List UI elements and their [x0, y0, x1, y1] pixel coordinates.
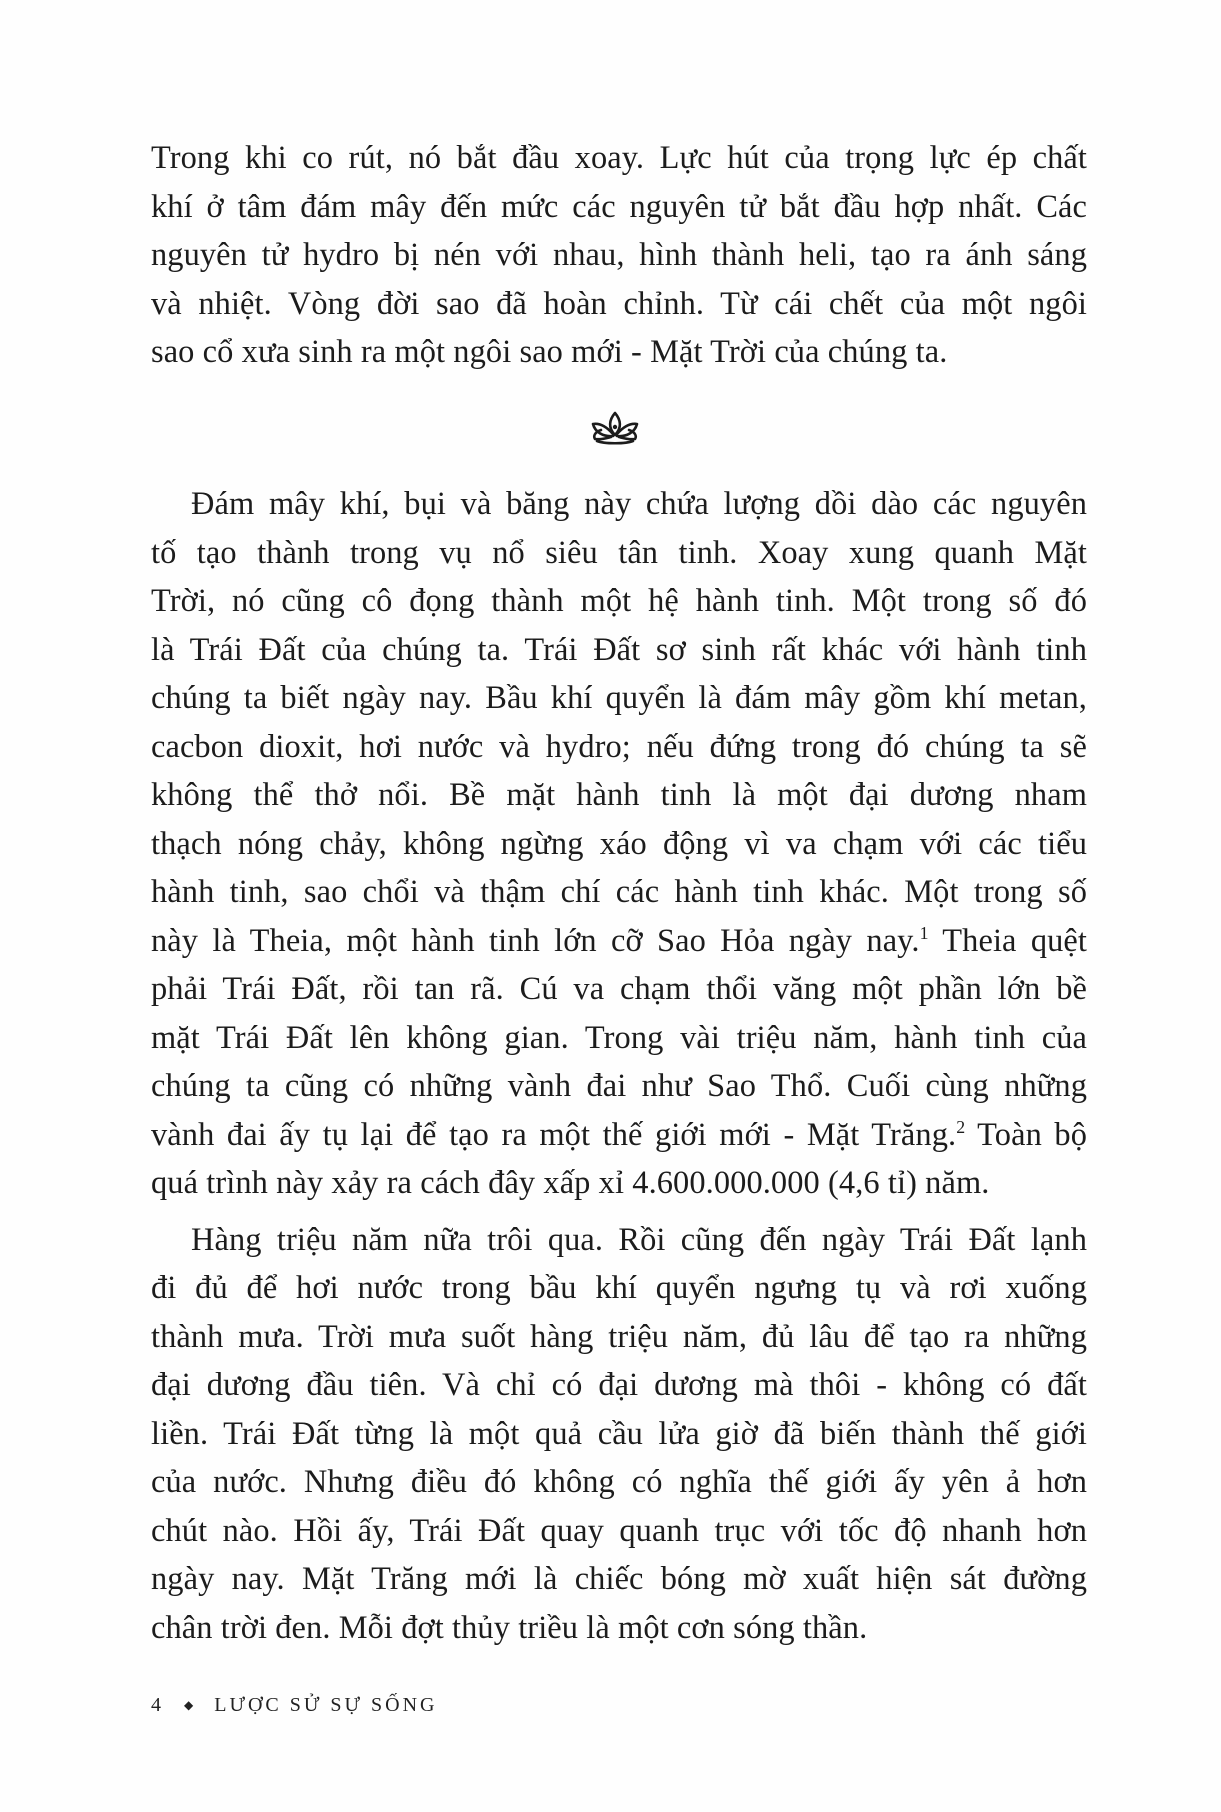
text-line: chúng ta cũng có những vành đai như Sao Thổ. Cuối cùng những [151, 1068, 1087, 1104]
text-line: đi đủ để hơi nước trong bầu khí quyển ngưng tụ và rơi xuống [151, 1270, 1087, 1306]
page-footer [151, 1692, 438, 1718]
text-line: đại dương đầu tiên. Và chỉ có đại dương mà thôi - không có đất [151, 1367, 1087, 1403]
text-line: tố tạo thành trong vụ nổ siêu tân tinh. Xoay xung quanh Mặt [151, 534, 1087, 571]
text-line: không thể thở nổi. Bề mặt hành tinh là một đại dương nham [151, 777, 1087, 813]
text-line: cacbon dioxit, hơi nước và hydro; nếu đứng trong đó chúng ta sẽ [151, 728, 1087, 765]
text-fragment: này là Theia, một hành tinh lớn cỡ Sao Hỏa ngày nay. [151, 922, 920, 959]
text-line: Trời, nó cũng cô đọng thành một hệ hành tinh. Một trong số đó [151, 583, 1087, 619]
text-fragment: vành đai ấy tụ lại để tạo ra một thế giới mới - Mặt Trăng. [151, 1116, 957, 1153]
footnote-marker-1: 1 [919, 922, 929, 943]
text-line: liền. Trái Đất từng là một quả cầu lửa giờ đã biến thành thế giới [151, 1415, 1087, 1452]
text-line: là Trái Đất của chúng ta. Trái Đất sơ sinh rất khác với hành tinh [151, 631, 1087, 668]
text-line: của nước. Nhưng điều đó không có nghĩa thế giới ấy yên ả hơn [151, 1464, 1087, 1500]
text-line: phải Trái Đất, rồi tan rã. Cú va chạm thổi văng một phần lớn bề [151, 971, 1087, 1007]
text-line: mặt Trái Đất lên không gian. Trong vài triệu năm, hành tinh của [151, 1019, 1087, 1056]
page-number: 4 [151, 1694, 161, 1716]
text-line: chút nào. Hồi ấy, Trái Đất quay quanh trục với tốc độ nhanh hơn [151, 1512, 1087, 1549]
text-line: thạch nóng chảy, không ngừng xáo động vì va chạm với các tiểu [151, 825, 1087, 862]
text-line: khí ở tâm đám mây đến mức các nguyên tử bắt đầu hợp nhất. Các [151, 188, 1087, 225]
text-line-with-footnote [151, 917, 1087, 966]
text-line-with-footnote [151, 1111, 1087, 1160]
text-block-main [151, 480, 1087, 1652]
diamond-bullet-icon: ◆ [184, 1698, 194, 1712]
text-line: chân trời đen. Mỗi đợt thủy triều là một cơn sóng thần. [151, 1609, 868, 1646]
lotus-ornament-icon [589, 410, 641, 446]
paragraph-oceans [151, 1216, 1087, 1653]
text-line: và nhiệt. Vòng đời sao đã hoàn chỉnh. Từ cái chết của một ngôi [151, 285, 1087, 322]
text-line: thành mưa. Trời mưa suốt hàng triệu năm, đủ lâu để tạo ra những [151, 1318, 1087, 1355]
paragraph-continuation [151, 134, 1087, 377]
text-line: Hàng triệu năm nữa trôi qua. Rồi cũng đến ngày Trái Đất lạnh [191, 1221, 1087, 1258]
paragraph-solar-system [151, 480, 1087, 1208]
text-line: nguyên tử hydro bị nén với nhau, hình thành heli, tạo ra ánh sáng [151, 237, 1087, 273]
text-line: sao cổ xưa sinh ra một ngôi sao mới - Mặt Trời của chúng ta. [151, 334, 948, 370]
text-fragment: Toàn bộ [965, 1116, 1087, 1153]
text-fragment: Theia quệt [928, 922, 1087, 959]
footnote-marker-2: 2 [956, 1116, 966, 1137]
text-line: quá trình này xảy ra cách đây xấp xỉ 4.600.000.000 (4,6 tỉ) năm. [151, 1165, 990, 1201]
text-line: ngày nay. Mặt Trăng mới là chiếc bóng mờ xuất hiện sát đường [151, 1561, 1087, 1597]
text-line: chúng ta biết ngày nay. Bầu khí quyển là đám mây gồm khí metan, [151, 680, 1087, 716]
text-block-top [151, 134, 1087, 377]
text-line: Trong khi co rút, nó bắt đầu xoay. Lực hút của trọng lực ép chất [151, 140, 1087, 176]
running-title: LƯỢC SỬ SỰ SỐNG [214, 1694, 438, 1716]
text-line: Đám mây khí, bụi và băng này chứa lượng dồi dào các nguyên [191, 486, 1087, 522]
text-line: hành tinh, sao chổi và thậm chí các hành tinh khác. Một trong số [151, 874, 1087, 910]
